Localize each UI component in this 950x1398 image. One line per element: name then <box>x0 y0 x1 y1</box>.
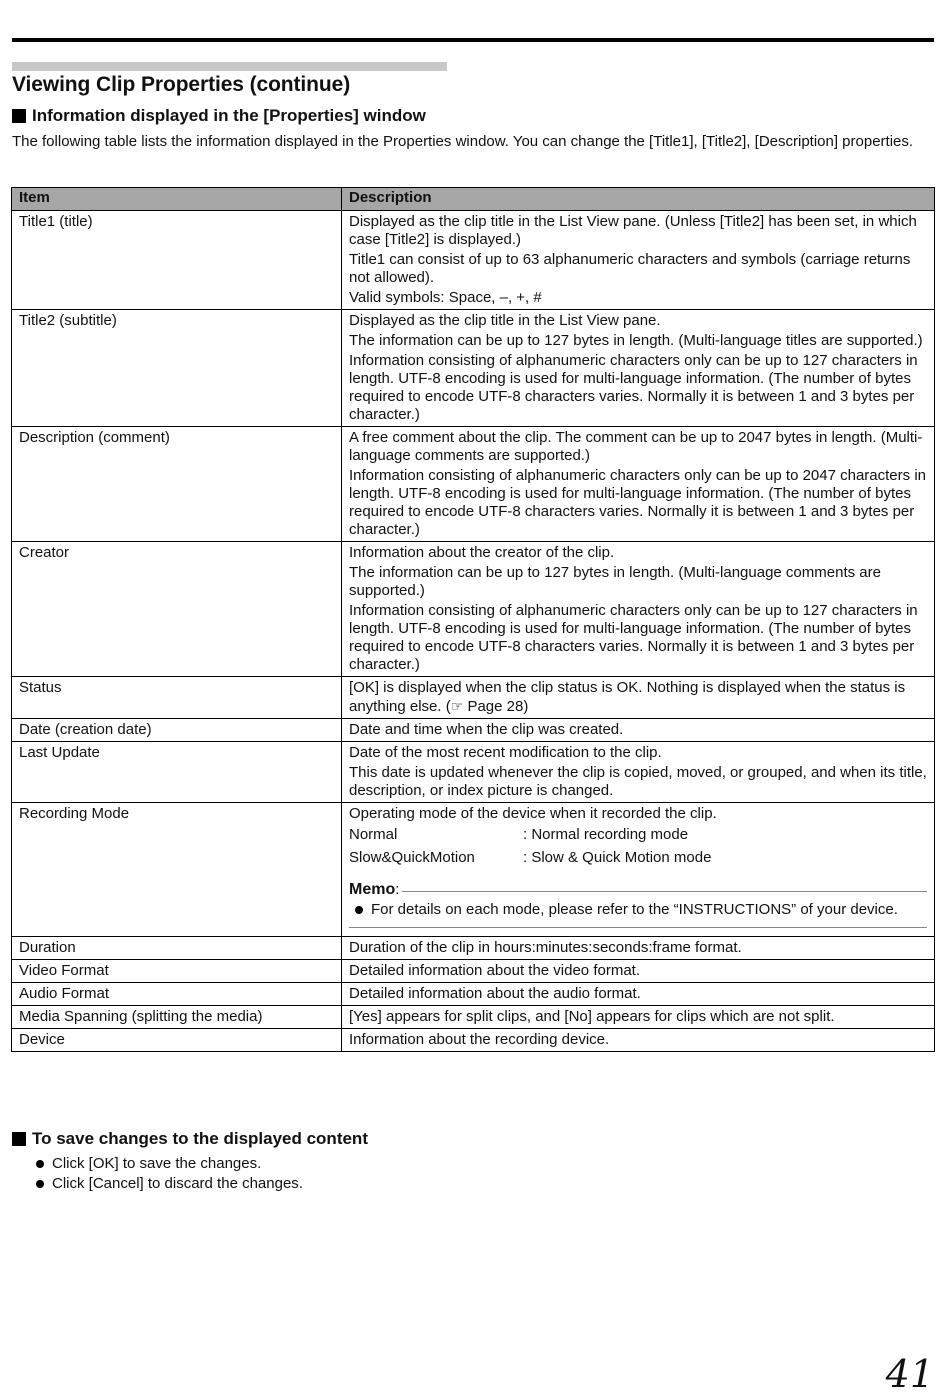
memo-colon: : <box>395 881 400 898</box>
table-row <box>12 719 935 742</box>
description-line: Information consisting of alphanumeric characters only can be up to 127 characters in length. UTF-8 encoding is used for multi-language information. (The number of bytes required to encode UTF-8 characters varies. Normally it is between 1 and 3 bytes per character.) <box>349 352 918 423</box>
description-cell <box>342 1029 935 1052</box>
intro-paragraph: The following table lists the information displayed in the Properties window. You can change the [Title1], [Title2], [Description] properties. <box>12 133 914 150</box>
item-cell: Audio Format <box>12 983 342 1006</box>
description-cell <box>342 677 935 719</box>
description-cell <box>342 960 935 983</box>
description-line: Displayed as the clip title in the List View pane. (Unless [Title2] has been set, in which case [Title2] is displayed.) <box>349 213 917 248</box>
column-header-description: Description <box>342 188 935 211</box>
table-header-row <box>12 188 935 211</box>
item-cell: Description (comment) <box>12 427 342 542</box>
table-row <box>12 983 935 1006</box>
description-cell <box>342 427 935 542</box>
table-row <box>12 542 935 677</box>
square-bullet-icon <box>12 1132 26 1146</box>
memo-label: Memo <box>349 881 396 898</box>
description-cell <box>342 211 935 310</box>
table-row <box>12 427 935 542</box>
memo-box <box>349 881 927 928</box>
description-line: Information consisting of alphanumeric characters only can be up to 2047 characters in length. UTF-8 encoding is used for multi-language information. (The number of bytes required to encode UTF-8 characters varies. Normally it is between 1 and 3 bytes per character.) <box>349 467 926 538</box>
description-line <box>349 679 927 716</box>
memo-text: For details on each mode, please refer to the “INSTRUCTIONS” of your device. <box>371 901 898 918</box>
description-line: Valid symbols: Space, –, +, # <box>349 289 542 306</box>
item-cell: Recording Mode <box>12 803 342 937</box>
description-line: Displayed as the clip title in the List View pane. <box>349 312 661 329</box>
table-row <box>12 1029 935 1052</box>
item-cell: Status <box>12 677 342 719</box>
bullet-dot-icon <box>36 1180 44 1188</box>
table-row <box>12 1006 935 1029</box>
item-cell: Video Format <box>12 960 342 983</box>
list-item-text: Click [OK] to save the changes. <box>52 1155 262 1172</box>
description-line: Operating mode of the device when it recorded the clip. <box>349 805 717 822</box>
memo-header <box>349 881 927 899</box>
description-cell <box>342 719 935 742</box>
item-cell: Date (creation date) <box>12 719 342 742</box>
status-text: [OK] is displayed when the clip status is OK. Nothing is displayed when the status is anything else. ( <box>349 679 906 715</box>
section-heading-save-changes <box>12 1129 368 1149</box>
memo-divider <box>402 891 927 892</box>
description-line: Information consisting of alphanumeric characters only can be up to 127 characters in length. UTF-8 encoding is used for multi-language information. (The number of bytes required to encode UTF-8 characters varies. Normally it is between 1 and 3 bytes per character.) <box>349 602 918 673</box>
page-title: Viewing Clip Properties (continue) <box>12 73 351 96</box>
description-cell <box>342 937 935 960</box>
item-cell: Title1 (title) <box>12 211 342 310</box>
table-row <box>12 937 935 960</box>
description-line: Date and time when the clip was created. <box>349 721 624 738</box>
mode-description: : Slow & Quick Motion mode <box>523 849 712 866</box>
description-line: Detailed information about the audio format. <box>349 985 641 1002</box>
description-line: Detailed information about the video format. <box>349 962 640 979</box>
description-cell <box>342 983 935 1006</box>
table-row <box>12 310 935 427</box>
section-heading-text: Information displayed in the [Properties] window <box>32 106 426 125</box>
mode-name: Normal <box>349 826 398 843</box>
item-cell: Title2 (subtitle) <box>12 310 342 427</box>
table-row <box>12 677 935 719</box>
page-reference-icon: ☞ <box>450 698 464 714</box>
description-line: Information about the recording device. <box>349 1031 610 1048</box>
description-line: Duration of the clip in hours:minutes:seconds:frame format. <box>349 939 742 956</box>
description-line: This date is updated whenever the clip is copied, moved, or grouped, and when its title, description, or index picture is changed. <box>349 764 927 799</box>
description-cell <box>342 542 935 677</box>
description-line: Date of the most recent modification to the clip. <box>349 744 662 761</box>
description-line: A free comment about the clip. The comment can be up to 2047 bytes in length. (Multi-language comments are supported.) <box>349 429 923 464</box>
item-cell: Media Spanning (splitting the media) <box>12 1006 342 1029</box>
item-cell: Creator <box>12 542 342 677</box>
bullet-dot-icon <box>355 906 363 914</box>
column-header-item: Item <box>12 188 342 211</box>
table-row <box>12 742 935 803</box>
mode-description: : Normal recording mode <box>523 826 689 843</box>
properties-table <box>11 187 935 1052</box>
section-heading-text: To save changes to the displayed content <box>32 1129 368 1148</box>
item-cell: Duration <box>12 937 342 960</box>
list-item <box>36 1154 303 1174</box>
mode-name: Slow&QuickMotion <box>349 849 475 866</box>
title-accent-bar <box>12 62 447 71</box>
description-cell <box>342 310 935 427</box>
table-row <box>12 803 935 937</box>
memo-item <box>349 901 927 919</box>
page-reference-text: Page 28) <box>463 698 529 715</box>
description-cell <box>342 803 935 937</box>
description-line: The information can be up to 127 bytes in length. (Multi-language titles are supported.) <box>349 332 923 349</box>
bullet-dot-icon <box>36 1160 44 1168</box>
top-rule <box>12 38 934 42</box>
table-row <box>12 211 935 310</box>
page-number: 41 <box>885 1352 934 1396</box>
item-cell: Last Update <box>12 742 342 803</box>
description-cell <box>342 1006 935 1029</box>
list-item-text: Click [Cancel] to discard the changes. <box>52 1175 303 1192</box>
section-heading-properties <box>12 106 426 126</box>
square-bullet-icon <box>12 109 26 123</box>
save-instructions-list <box>36 1154 303 1194</box>
description-line: The information can be up to 127 bytes in length. (Multi-language comments are supported.) <box>349 564 881 599</box>
description-line: Title1 can consist of up to 63 alphanumeric characters and symbols (carriage returns not allowed). <box>349 251 911 286</box>
recording-mode-row <box>349 826 927 844</box>
description-line: Information about the creator of the clip. <box>349 544 615 561</box>
description-line: [Yes] appears for split clips, and [No] appears for clips which are not split. <box>349 1008 835 1025</box>
description-cell <box>342 742 935 803</box>
table-row <box>12 960 935 983</box>
recording-mode-row <box>349 849 927 867</box>
list-item <box>36 1174 303 1194</box>
item-cell: Device <box>12 1029 342 1052</box>
